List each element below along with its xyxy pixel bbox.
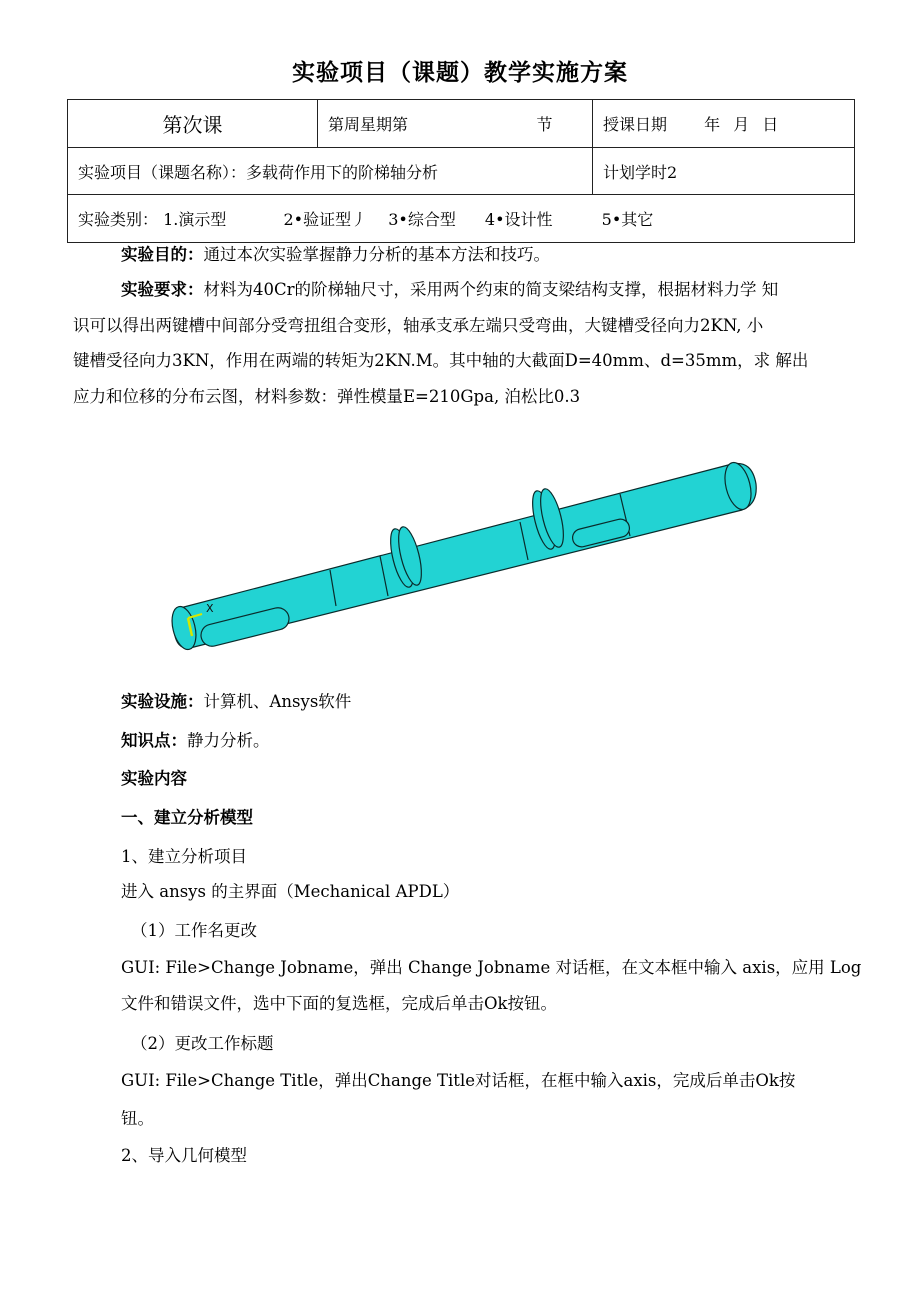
date-cell xyxy=(593,100,855,148)
category-3: 3•综合型 xyxy=(388,210,456,229)
category-2: 2•验证型丿 xyxy=(283,210,368,229)
knowledge-text: 静力分析。 xyxy=(187,731,270,750)
requirement-label: 实验要求： xyxy=(121,280,204,299)
info-table xyxy=(67,99,855,243)
axis-label: X xyxy=(206,602,214,615)
category-1: 1.演示型 xyxy=(163,210,227,229)
gui-2-line-1: GUI: File>Change Title，弹出Change Title对话框，在框中输入axis，完成后单击Ok按 xyxy=(121,1071,796,1090)
gui-2-paragraph xyxy=(73,1062,903,1138)
requirement-line-2: 识可以得出两键槽中间部分受弯扭组合变形，轴承支承左端只受弯曲，大键槽受径向力2KN, 小 xyxy=(73,315,764,335)
category-5: 5•其它 xyxy=(601,210,654,229)
section-text: 节 xyxy=(536,115,553,134)
facility-label: 实验设施： xyxy=(121,692,204,711)
gui-1-line-1: GUI: File>Change Jobname，弹出 Change Jobname 对话框，在文本框中输入 axis，应用 Log xyxy=(121,958,862,977)
category-4: 4•设计性 xyxy=(484,210,553,229)
week-cell xyxy=(318,100,563,148)
requirement-line-1: 材料为40Cr的阶梯轴尺寸，采用两个约束的简支梁结构支撑，根据材料力学 知 xyxy=(203,280,779,299)
knowledge-label: 知识点： xyxy=(121,731,187,750)
purpose-paragraph xyxy=(73,237,855,272)
gui-1-line-2: 文件和错误文件，选中下面的复选框，完成后单击Ok按钮。 xyxy=(121,994,558,1013)
purpose-text: 通过本次实验掌握静力分析的基本方法和技巧。 xyxy=(203,245,550,264)
purpose-label: 实验目的： xyxy=(121,245,204,264)
document-title: 实验项目（课题）教学实施方案 xyxy=(292,60,628,86)
category-cell xyxy=(68,195,855,243)
sub-1-heading: 1、建立分析项目 xyxy=(121,847,247,866)
project-cell: 实验项目（课题名称）：多载荷作用下的阶梯轴分析 xyxy=(68,148,593,195)
gui-2-line-2: 钮。 xyxy=(121,1109,154,1128)
date-label: 授课日期 xyxy=(603,115,668,134)
requirement-paragraph xyxy=(73,272,855,414)
stepped-shaft-figure xyxy=(170,448,760,663)
facility-line xyxy=(73,684,855,719)
step-1-heading: （1）工作名更改 xyxy=(131,921,257,940)
enter-line: 进入 ansys 的主界面（Mechanical APDL） xyxy=(121,882,460,901)
facility-text: 计算机、Ansys软件 xyxy=(203,692,352,711)
category-label: 实验类别： xyxy=(78,210,159,229)
knowledge-line xyxy=(73,723,855,758)
step-2-heading: （2）更改工作标题 xyxy=(131,1034,274,1053)
content-heading: 实验内容 xyxy=(121,769,187,788)
date-fields: 年 月 日 xyxy=(704,115,783,134)
hours-cell: 计划学时2 xyxy=(593,148,855,195)
sub-2-heading: 2、导入几何模型 xyxy=(121,1146,247,1165)
requirement-line-3: 键槽受径向力3KN，作用在两端的转矩为2KN.M。其中轴的大截面D=40mm、d=35mm，求 解出 xyxy=(73,351,809,370)
requirement-line-4: 应力和位移的分布云图，材料参数：弹性模量E=210Gpa, 泊松比0.3 xyxy=(73,386,581,406)
gui-1-paragraph xyxy=(73,950,903,1022)
lesson-cell: 第次课 xyxy=(68,100,318,148)
week-text: 第周星期第 xyxy=(328,115,409,134)
section-1-heading: 一、建立分析模型 xyxy=(121,808,253,827)
